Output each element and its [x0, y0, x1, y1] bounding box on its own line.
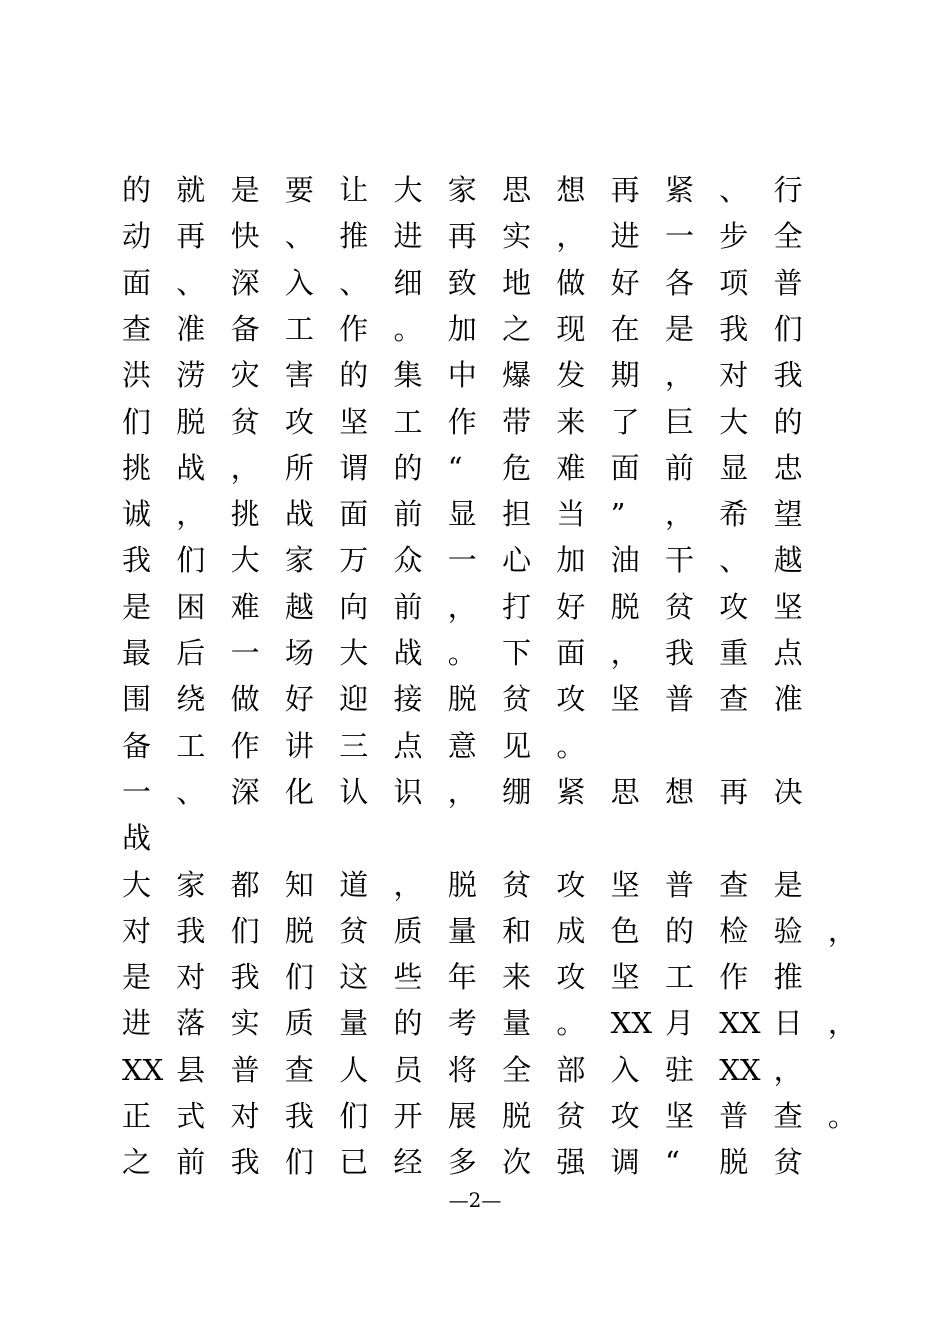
text-line — [122, 726, 611, 766]
text-char: XX — [610, 1006, 652, 1041]
text-line — [122, 1050, 828, 1090]
text-char: 心 — [502, 543, 532, 578]
text-char: 动 — [122, 219, 152, 254]
text-char: 三 — [339, 728, 369, 763]
text-char: 驻 — [664, 1052, 694, 1087]
text-char: 好 — [556, 589, 586, 624]
text-char: ， — [664, 497, 694, 532]
text-char: 知 — [284, 867, 314, 902]
text-char: 万 — [339, 543, 369, 578]
text-char: 集 — [393, 358, 423, 393]
text-char: 紧 — [556, 774, 586, 809]
text-char: 好 — [610, 265, 640, 300]
text-char: 攻 — [284, 404, 314, 439]
text-char: 发 — [556, 358, 586, 393]
text-char: 的 — [393, 1006, 423, 1041]
text-char: 量 — [339, 1006, 369, 1041]
text-char: 谓 — [339, 450, 369, 485]
text-char: 思 — [610, 774, 640, 809]
text-char: 查 — [719, 682, 749, 717]
text-char: 来 — [556, 404, 586, 439]
text-char: 战 — [176, 450, 206, 485]
text-char: 迎 — [339, 682, 369, 717]
text-char: 后 — [176, 636, 206, 670]
text-char: 检 — [719, 913, 749, 948]
text-char: 攻 — [556, 867, 586, 902]
text-char: 想 — [556, 173, 586, 207]
text-char: 做 — [556, 265, 586, 300]
text-char: 攻 — [610, 1099, 640, 1133]
text-char: 灾 — [230, 358, 260, 393]
text-char: ， — [447, 774, 477, 809]
text-char: 准 — [176, 311, 206, 346]
text-char: 的 — [664, 913, 694, 948]
text-char: 当 — [556, 497, 586, 532]
text-char: 脱 — [502, 1099, 532, 1133]
text-line — [122, 355, 828, 395]
text-char: 是 — [122, 960, 152, 995]
text-char: 绕 — [176, 682, 206, 717]
text-char: 一 — [230, 636, 260, 670]
text-char: 量 — [502, 1006, 532, 1041]
text-char: 坚 — [773, 589, 803, 624]
text-char: 们 — [176, 543, 206, 578]
text-char: 入 — [610, 1052, 640, 1087]
text-char: 困 — [176, 589, 206, 624]
text-char: 涝 — [176, 358, 206, 393]
text-char: 前 — [664, 450, 694, 485]
text-char: 战 — [284, 497, 314, 532]
text-char: 意 — [447, 728, 477, 763]
text-char: 的 — [339, 358, 369, 393]
text-char: 众 — [393, 543, 423, 578]
text-char: 验 — [773, 913, 803, 948]
text-char: 让 — [339, 173, 369, 207]
text-char: 前 — [393, 589, 423, 624]
text-char: 再 — [447, 219, 477, 254]
text-char: ， — [827, 913, 857, 948]
text-char: 们 — [122, 404, 152, 439]
text-line — [122, 587, 828, 627]
text-char: 工 — [284, 311, 314, 346]
text-char: 作 — [447, 404, 477, 439]
text-char: 难 — [556, 450, 586, 485]
text-char: 各 — [664, 265, 694, 300]
text-char: “ — [447, 450, 463, 485]
text-char: 家 — [447, 173, 477, 207]
text-char: 县 — [176, 1052, 206, 1087]
text-char: 大 — [719, 404, 749, 439]
text-char: 全 — [773, 219, 803, 254]
text-char: 多 — [447, 1145, 477, 1180]
text-char: 们 — [773, 311, 803, 346]
text-char: 战 — [122, 821, 152, 856]
text-char: 备 — [122, 728, 152, 763]
text-char: 实 — [230, 1006, 260, 1041]
text-char: 下 — [502, 636, 532, 670]
text-char: 查 — [122, 311, 152, 346]
text-char: 深 — [230, 774, 260, 809]
text-char: 我 — [664, 636, 694, 670]
text-char: 攻 — [719, 589, 749, 624]
text-char: 我 — [284, 1099, 314, 1133]
text-char: ， — [773, 1052, 803, 1087]
text-char: 是 — [230, 173, 260, 207]
text-char: 越 — [773, 543, 803, 578]
text-char: 贫 — [556, 1099, 586, 1133]
text-char: 普 — [773, 265, 803, 300]
text-line — [122, 263, 828, 303]
text-char: 推 — [339, 219, 369, 254]
text-char: 量 — [447, 913, 477, 948]
text-char: 了 — [610, 404, 640, 439]
text-char: 大 — [393, 173, 423, 207]
text-char: 脱 — [719, 1145, 749, 1180]
text-char: 细 — [393, 265, 423, 300]
text-char: 之 — [502, 311, 532, 346]
text-char: XX — [719, 1052, 761, 1087]
text-char: 项 — [719, 265, 749, 300]
text-char: 实 — [502, 219, 532, 254]
text-char: 人 — [339, 1052, 369, 1087]
text-char: 好 — [284, 682, 314, 717]
text-char: 打 — [502, 589, 532, 624]
text-char: 点 — [773, 636, 803, 670]
text-line — [122, 494, 828, 534]
text-line — [122, 865, 828, 905]
text-char: 作 — [339, 311, 369, 346]
page-number: —2— — [448, 1188, 502, 1212]
text-char: 年 — [447, 960, 477, 995]
text-char: 一 — [664, 219, 694, 254]
text-char: 前 — [176, 1145, 206, 1180]
text-char: 加 — [447, 311, 477, 346]
text-char: 考 — [447, 1006, 477, 1041]
text-line — [122, 957, 828, 997]
text-char: 坚 — [610, 960, 640, 995]
text-char: 经 — [393, 1145, 423, 1180]
text-char: 致 — [447, 265, 477, 300]
text-char: 大 — [339, 636, 369, 670]
text-char: 质 — [284, 1006, 314, 1041]
text-char: 干 — [664, 543, 694, 578]
text-char: 害 — [284, 358, 314, 393]
text-char: 要 — [284, 173, 314, 207]
text-char: 是 — [664, 311, 694, 346]
text-char: 推 — [773, 960, 803, 995]
text-char: 越 — [284, 589, 314, 624]
text-char: 步 — [719, 219, 749, 254]
text-char: 在 — [610, 311, 640, 346]
text-char: ， — [664, 358, 694, 393]
text-char: 工 — [393, 404, 423, 439]
text-line — [122, 1003, 882, 1043]
text-char: 进 — [122, 1006, 152, 1041]
text-char: 面 — [556, 636, 586, 670]
text-char: 对 — [719, 358, 749, 393]
text-char: 再 — [719, 774, 749, 809]
text-char: 。 — [393, 311, 423, 346]
text-char: 普 — [719, 1099, 749, 1133]
text-char: 向 — [339, 589, 369, 624]
text-char: 大 — [230, 543, 260, 578]
text-char: 贫 — [502, 867, 532, 902]
text-line — [122, 216, 828, 256]
text-char: 展 — [447, 1099, 477, 1133]
text-char: 坚 — [610, 682, 640, 717]
text-char: 贫 — [230, 404, 260, 439]
text-char: 决 — [773, 774, 803, 809]
text-line — [122, 772, 828, 812]
text-char: 坚 — [664, 1099, 694, 1133]
text-char: 望 — [773, 497, 803, 532]
text-line — [122, 448, 828, 488]
text-char: 、 — [339, 265, 369, 300]
text-line — [122, 402, 828, 442]
text-char: 之 — [122, 1145, 152, 1180]
text-char: 重 — [719, 636, 749, 670]
text-line — [122, 818, 176, 858]
text-char: 是 — [773, 867, 803, 902]
text-char: 我 — [122, 543, 152, 578]
text-char: 攻 — [556, 682, 586, 717]
text-char: 希 — [719, 497, 749, 532]
text-char: 、 — [176, 774, 206, 809]
text-char: 对 — [230, 1099, 260, 1133]
text-char: 。 — [827, 1099, 857, 1133]
text-line — [122, 633, 828, 673]
text-char: 攻 — [556, 960, 586, 995]
text-char: ， — [176, 497, 206, 532]
text-char: 做 — [230, 682, 260, 717]
text-char: 查 — [284, 1052, 314, 1087]
text-line — [122, 1142, 828, 1182]
text-char: ， — [556, 219, 586, 254]
text-char: 行 — [773, 173, 803, 207]
text-char: 、 — [176, 265, 206, 300]
text-char: 。 — [447, 636, 477, 670]
text-char: 我 — [773, 358, 803, 393]
text-char: 月 — [664, 1006, 694, 1041]
text-char: 普 — [664, 682, 694, 717]
text-char: 场 — [284, 636, 314, 670]
text-char: 们 — [284, 960, 314, 995]
text-char: ， — [827, 1006, 857, 1041]
text-char: 地 — [502, 265, 532, 300]
text-char: 显 — [447, 497, 477, 532]
text-char: 对 — [122, 913, 152, 948]
text-char: 质 — [393, 913, 423, 948]
text-char: 显 — [719, 450, 749, 485]
text-char: 化 — [284, 774, 314, 809]
text-char: 是 — [122, 589, 152, 624]
text-char: 忠 — [773, 450, 803, 485]
text-char: 围 — [122, 682, 152, 717]
text-char: XX — [719, 1006, 761, 1041]
text-char: 工 — [664, 960, 694, 995]
text-char: 巨 — [664, 404, 694, 439]
text-char: 难 — [230, 589, 260, 624]
text-char: 这 — [339, 960, 369, 995]
text-char: 强 — [556, 1145, 586, 1180]
text-char: 的 — [122, 173, 152, 207]
text-char: 我 — [230, 1145, 260, 1180]
text-char: 色 — [610, 913, 640, 948]
text-char: 再 — [610, 173, 640, 207]
text-line — [122, 679, 828, 719]
text-char: 都 — [230, 867, 260, 902]
text-char: 普 — [664, 867, 694, 902]
text-char: 、 — [284, 219, 314, 254]
text-char: 油 — [610, 543, 640, 578]
text-char: 我 — [230, 960, 260, 995]
text-char: 查 — [773, 1099, 803, 1133]
text-char: 期 — [610, 358, 640, 393]
text-char: 进 — [393, 219, 423, 254]
text-char: ， — [447, 589, 477, 624]
text-char: 最 — [122, 636, 152, 670]
text-line — [122, 1096, 882, 1136]
text-char: XX — [122, 1052, 164, 1087]
text-char: 落 — [176, 1006, 206, 1041]
text-char: 家 — [176, 867, 206, 902]
text-char: 认 — [339, 774, 369, 809]
text-line — [122, 911, 882, 951]
text-char: 家 — [284, 543, 314, 578]
text-char: 面 — [122, 265, 152, 300]
text-char: 们 — [284, 1145, 314, 1180]
text-char: 脱 — [176, 404, 206, 439]
text-char: ， — [610, 636, 640, 670]
text-char: ， — [230, 450, 260, 485]
text-char: 面 — [610, 450, 640, 485]
text-char: 查 — [719, 867, 749, 902]
text-char: 担 — [502, 497, 532, 532]
text-char: 面 — [339, 497, 369, 532]
text-char: 就 — [176, 173, 206, 207]
text-char: 挑 — [122, 450, 152, 485]
text-char: 见 — [502, 728, 532, 763]
text-char: 我 — [719, 311, 749, 346]
text-char: 诚 — [122, 497, 152, 532]
text-char: 一 — [122, 774, 152, 809]
text-char: 我 — [176, 913, 206, 948]
text-char: 。 — [556, 728, 586, 763]
text-char: 带 — [502, 404, 532, 439]
text-char: 们 — [230, 913, 260, 948]
text-char: 想 — [664, 774, 694, 809]
text-char: 来 — [502, 960, 532, 995]
text-char: 备 — [230, 311, 260, 346]
text-char: 脱 — [610, 589, 640, 624]
text-char: 已 — [339, 1145, 369, 1180]
text-char: 普 — [230, 1052, 260, 1087]
text-char: 加 — [556, 543, 586, 578]
text-char: 将 — [447, 1052, 477, 1087]
text-line — [122, 170, 828, 210]
text-char: 点 — [393, 728, 423, 763]
text-char: “ — [664, 1145, 680, 1180]
text-char: 和 — [502, 913, 532, 948]
text-char: 现 — [556, 311, 586, 346]
text-char: 脱 — [284, 913, 314, 948]
text-char: 坚 — [339, 404, 369, 439]
text-char: 一 — [447, 543, 477, 578]
text-char: 工 — [176, 728, 206, 763]
text-char: 、 — [719, 543, 749, 578]
text-char: 。 — [556, 1006, 586, 1041]
text-char: 部 — [556, 1052, 586, 1087]
text-char: 挑 — [230, 497, 260, 532]
text-char: 开 — [393, 1099, 423, 1133]
text-char: 员 — [393, 1052, 423, 1087]
text-char: 接 — [393, 682, 423, 717]
text-char: 准 — [773, 682, 803, 717]
text-char: 思 — [502, 173, 532, 207]
text-char: 危 — [502, 450, 532, 485]
text-char: 绷 — [502, 774, 532, 809]
text-line — [122, 540, 828, 580]
text-char: 入 — [284, 265, 314, 300]
text-char: 正 — [122, 1099, 152, 1133]
text-char: 战 — [393, 636, 423, 670]
text-char: 的 — [773, 404, 803, 439]
text-char: 再 — [176, 219, 206, 254]
text-char: 贫 — [773, 1145, 803, 1180]
text-char: 脱 — [447, 867, 477, 902]
text-char: 作 — [719, 960, 749, 995]
text-char: 深 — [230, 265, 260, 300]
text-char: 所 — [284, 450, 314, 485]
text-char: 贫 — [339, 913, 369, 948]
text-char: 贫 — [502, 682, 532, 717]
text-char: 对 — [176, 960, 206, 995]
text-char: 的 — [393, 450, 423, 485]
text-char: 式 — [176, 1099, 206, 1133]
text-char: 爆 — [502, 358, 532, 393]
text-char: 贫 — [664, 589, 694, 624]
text-char: 进 — [610, 219, 640, 254]
text-char: 、 — [719, 173, 749, 207]
text-char: ， — [393, 867, 423, 902]
text-char: 脱 — [447, 682, 477, 717]
text-char: 快 — [230, 219, 260, 254]
text-char: 日 — [773, 1006, 803, 1041]
text-char: 们 — [339, 1099, 369, 1133]
text-char: 紧 — [664, 173, 694, 207]
text-char: 些 — [393, 960, 423, 995]
text-char: 作 — [230, 728, 260, 763]
text-char: 中 — [447, 358, 477, 393]
text-char: 全 — [502, 1052, 532, 1087]
text-char: 大 — [122, 867, 152, 902]
text-char: 调 — [610, 1145, 640, 1180]
text-char: 洪 — [122, 358, 152, 393]
text-char: 道 — [339, 867, 369, 902]
text-line — [122, 309, 828, 349]
text-char: 识 — [393, 774, 423, 809]
text-char: 次 — [502, 1145, 532, 1180]
text-char: 成 — [556, 913, 586, 948]
text-char: 讲 — [284, 728, 314, 763]
text-char: ” — [610, 497, 626, 532]
text-char: 前 — [393, 497, 423, 532]
text-char: 坚 — [610, 867, 640, 902]
